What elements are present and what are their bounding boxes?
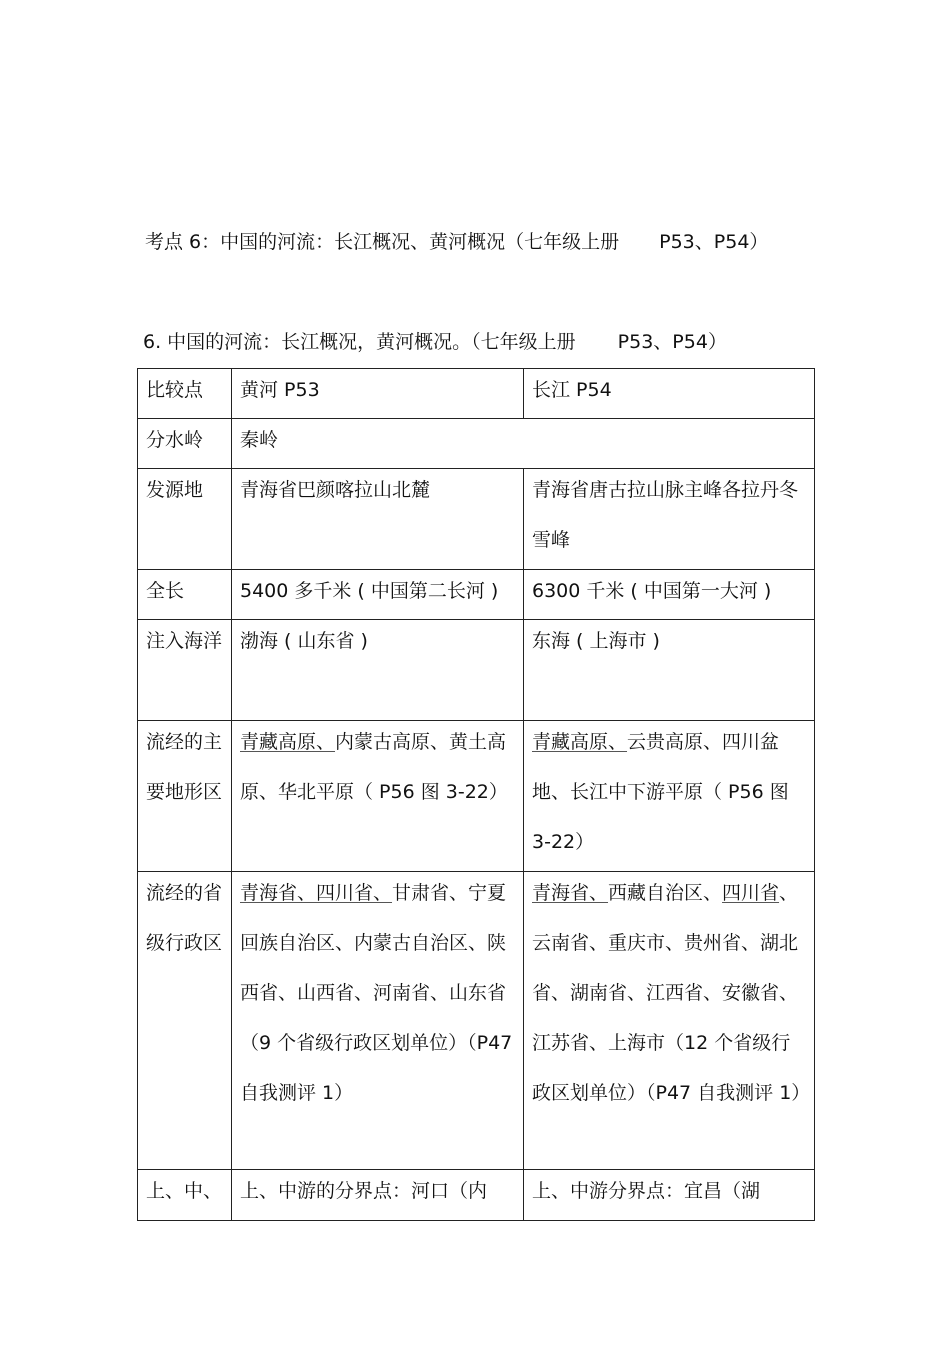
cell-provinces-changjiang <box>524 872 815 1170</box>
cell-terrain-huanghe <box>232 721 524 872</box>
cell-reaches-huanghe: 上、中游的分界点：河口（内 <box>232 1170 524 1221</box>
cell-watershed-value: 秦岭 <box>232 419 815 469</box>
header-huanghe: 黄河 P53 <box>232 369 524 419</box>
heading-1-main: 考点 6：中国的河流：长江概况、黄河概况（七年级上册 <box>145 231 620 253</box>
provinces-huanghe-rest: 甘肃省、宁夏回族自治区、内蒙古自治区、陕西省、山西省、河南省、山东省（9 个省级行政区划单位）（P47 自我测评 1） <box>240 882 513 1104</box>
header-compare-point: 比较点 <box>138 369 232 419</box>
table-row-source <box>138 469 815 570</box>
terrain-huanghe-underlined: 青藏高原、 <box>240 731 336 753</box>
table-row-ocean <box>138 620 815 721</box>
provinces-changjiang-underlined-2: 四川省 <box>722 882 780 904</box>
cell-source-changjiang: 青海省唐古拉山脉主峰各拉丹冬雪峰 <box>524 469 815 570</box>
row-label-ocean: 注入海洋 <box>138 620 232 721</box>
row-label-provinces: 流经的省级行政区 <box>138 872 232 1170</box>
cell-length-huanghe: 5400 多千米 ( 中国第二长河 ) <box>232 570 524 620</box>
table-row-length <box>138 570 815 620</box>
terrain-changjiang-rest: 云贵高原、四川盆地、长江中下游平原（ P56 图 3-22） <box>532 731 789 853</box>
provinces-huanghe-underlined: 青海省、四川省、 <box>240 882 393 904</box>
cell-reaches-changjiang: 上、中游分界点：宜昌（湖 <box>524 1170 815 1221</box>
provinces-changjiang-mid: 西藏自治区、 <box>608 882 723 904</box>
section-heading-2 <box>143 330 727 354</box>
table-row-watershed <box>138 419 815 469</box>
terrain-changjiang-underlined: 青藏高原、 <box>532 731 628 753</box>
row-label-watershed: 分水岭 <box>138 419 232 469</box>
terrain-huanghe-rest: 内蒙古高原、黄土高原、华北平原（ P56 图 3-22） <box>240 731 508 803</box>
row-label-length: 全长 <box>138 570 232 620</box>
table-row-header <box>138 369 815 419</box>
heading-2-pages: P53、P54） <box>617 331 727 353</box>
section-heading-1 <box>145 230 768 254</box>
table-row-terrain <box>138 721 815 872</box>
cell-ocean-changjiang: 东海 ( 上海市 ) <box>524 620 815 721</box>
provinces-changjiang-underlined-1: 青海省、 <box>532 882 609 904</box>
cell-length-changjiang: 6300 千米 ( 中国第一大河 ) <box>524 570 815 620</box>
header-changjiang: 长江 P54 <box>524 369 815 419</box>
table-row-reaches <box>138 1170 815 1221</box>
table-row-provinces <box>138 872 815 1170</box>
cell-ocean-huanghe: 渤海 ( 山东省 ) <box>232 620 524 721</box>
cell-provinces-huanghe <box>232 872 524 1170</box>
provinces-changjiang-rest: 、云南省、重庆市、贵州省、湖北省、湖南省、江西省、安徽省、江苏省、上海市（12 个省级行政区划单位）（P47 自我测评 1） <box>532 882 811 1104</box>
cell-terrain-changjiang <box>524 721 815 872</box>
row-label-reaches: 上、中、 <box>138 1170 232 1221</box>
row-label-source: 发源地 <box>138 469 232 570</box>
cell-source-huanghe: 青海省巴颜喀拉山北麓 <box>232 469 524 570</box>
row-label-terrain: 流经的主要地形区 <box>138 721 232 872</box>
river-comparison-table <box>137 368 815 1221</box>
heading-2-main: 6. 中国的河流：长江概况，黄河概况。（七年级上册 <box>143 331 576 353</box>
heading-1-pages: P53、P54） <box>659 231 769 253</box>
